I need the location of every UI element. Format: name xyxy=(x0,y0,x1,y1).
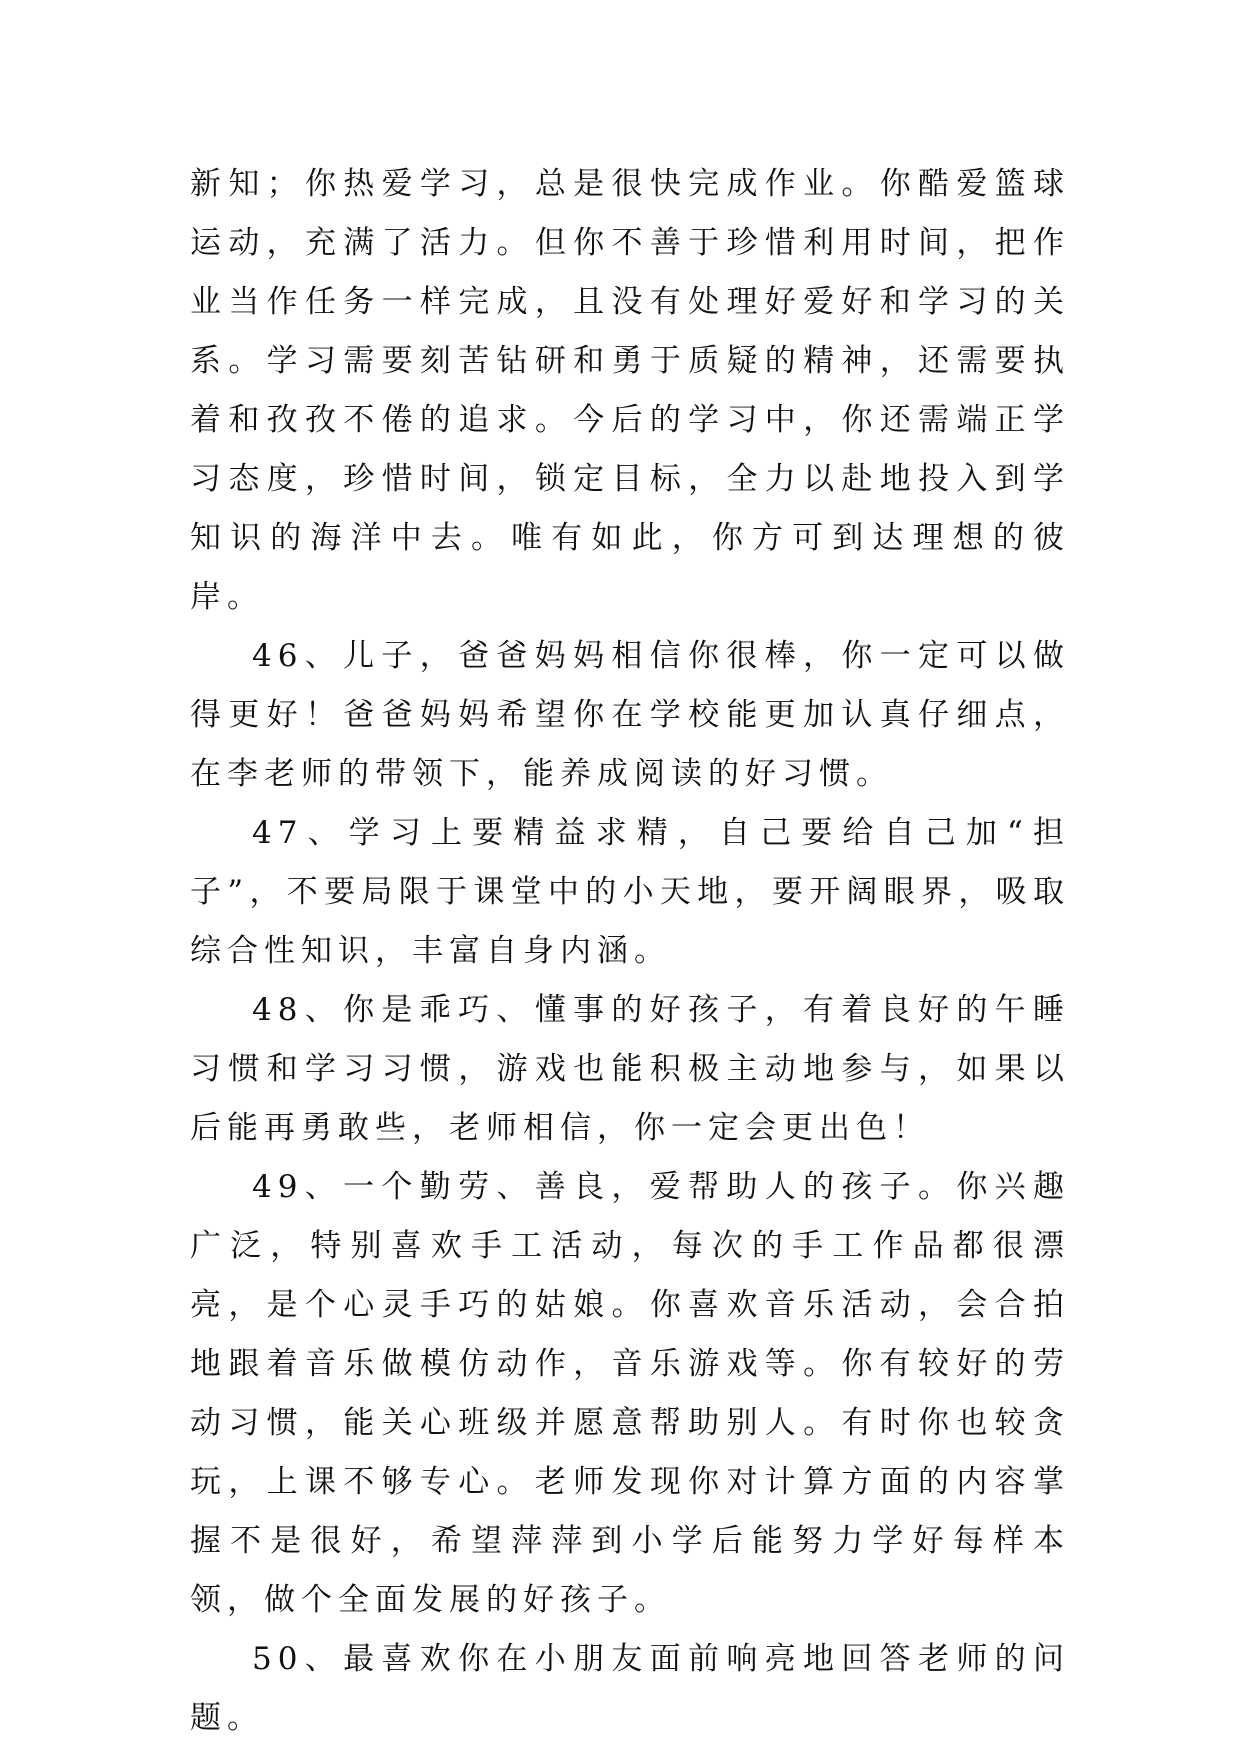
document-body xyxy=(190,155,1070,1748)
paragraph-50: 50、最喜欢你在小朋友面前响亮地回答老师的问题。 xyxy=(190,1641,1070,1736)
paragraph-47: 47、学习上要精益求精，自己要给自己加“担子”，不要局限于课堂中的小天地，要开阔眼界，吸取综合性知识，丰富自身内涵。 xyxy=(190,815,1070,969)
paragraph-48: 48、你是乖巧、懂事的好孩子，有着良好的午睡习惯和学习习惯，游戏也能积极主动地参与，如果以后能再勇敢些，老师相信，你一定会更出色！ xyxy=(190,992,1070,1146)
paragraph-46: 46、儿子，爸爸妈妈相信你很棒，你一定可以做得更好！爸爸妈妈希望你在学校能更加认真仔细点，在李老师的带领下，能养成阅读的好习惯。 xyxy=(190,638,1070,792)
paragraph-continued: 新知；你热爱学习，总是很快完成作业。你酷爱篮球运动，充满了活力。但你不善于珍惜利用时间，把作业当作任务一样完成，且没有处理好爱好和学习的关系。学习需要刻苦钻研和勇于质疑的精神，还需要执着和孜孜不倦的追求。今后的学习中，你还需端正学习态度，珍惜时间，锁定目标，全力以赴地投入到学知识的海洋中去。唯有如此，你方可到达理想的彼岸。 xyxy=(190,166,1070,615)
paragraph-49: 49、一个勤劳、善良，爱帮助人的孩子。你兴趣广泛，特别喜欢手工活动，每次的手工作品都很漂亮，是个心灵手巧的姑娘。你喜欢音乐活动，会合拍地跟着音乐做模仿动作，音乐游戏等。你有较好的劳动习惯，能关心班级并愿意帮助别人。有时你也较贪玩，上课不够专心。老师发现你对计算方面的内容掌握不是很好，希望萍萍到小学后能努力学好每样本领，做个全面发展的好孩子。 xyxy=(190,1169,1070,1618)
